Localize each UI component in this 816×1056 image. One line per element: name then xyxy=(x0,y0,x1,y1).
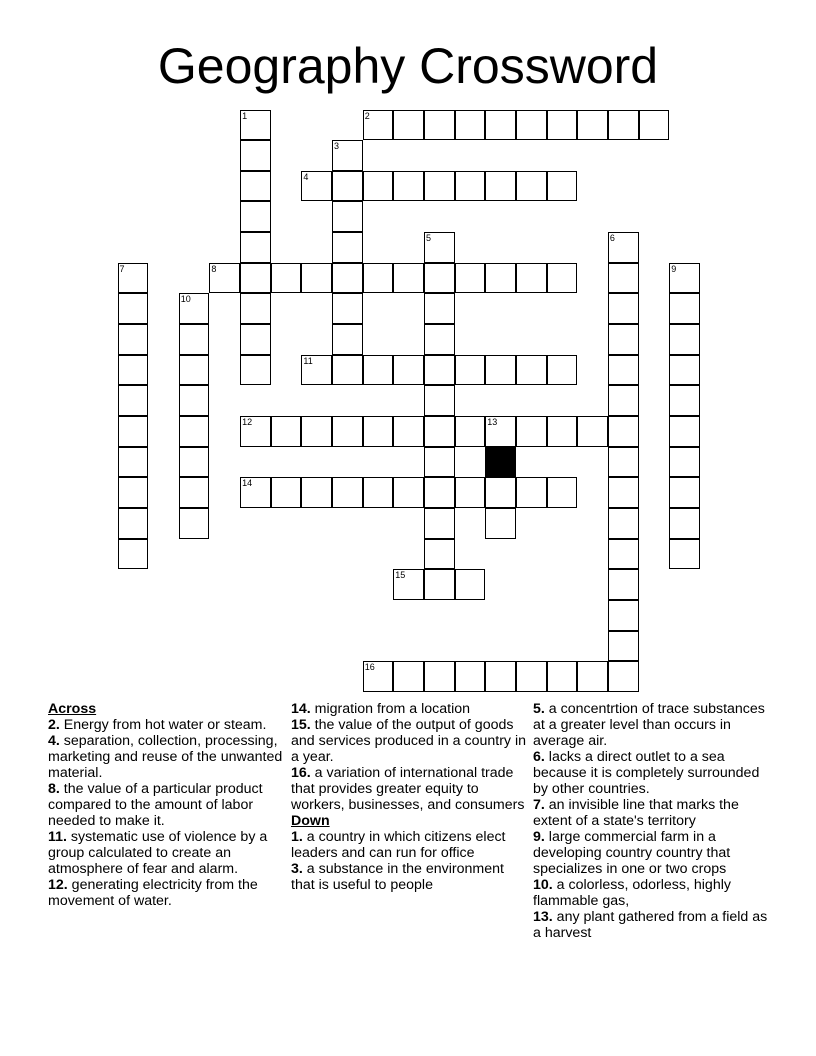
down-clues-list xyxy=(291,829,527,893)
grid-cell[interactable] xyxy=(363,110,394,141)
clue-item xyxy=(291,861,527,893)
grid-cell[interactable] xyxy=(301,355,332,386)
grid-cell[interactable] xyxy=(179,416,210,447)
clues-column-1 xyxy=(48,701,284,909)
grid-cell[interactable] xyxy=(118,416,149,447)
clue-number: 11 xyxy=(303,355,313,366)
grid-cell[interactable] xyxy=(332,232,363,263)
grid-cell[interactable] xyxy=(271,477,302,508)
clue-number: 15 xyxy=(395,570,406,581)
clue-item-text: a substance in the environment that is useful to people xyxy=(291,861,504,893)
clue-item-text: a colorless, odorless, highly flammable gas, xyxy=(533,877,731,909)
grid-cell[interactable] xyxy=(240,293,271,324)
clue-item xyxy=(48,781,284,829)
clue-item-text: separation, collection, processing, marketing and reuse of the unwanted material. xyxy=(48,733,283,781)
clue-number: 6 xyxy=(609,233,615,244)
grid-cell[interactable] xyxy=(240,263,271,294)
grid-cell[interactable] xyxy=(179,293,210,324)
clue-item-number: 8. xyxy=(48,781,60,797)
clue-item-number: 5. xyxy=(533,701,545,717)
across-clues-list xyxy=(48,717,284,909)
grid-cell[interactable] xyxy=(485,110,516,141)
grid-cell[interactable] xyxy=(516,171,547,202)
grid-cell[interactable] xyxy=(516,477,547,508)
clue-item-number: 12. xyxy=(48,877,68,893)
grid-cell[interactable] xyxy=(179,355,210,386)
grid-cell[interactable] xyxy=(547,263,578,294)
grid-cell[interactable] xyxy=(669,324,700,355)
grid-cell[interactable] xyxy=(547,477,578,508)
grid-cell[interactable] xyxy=(424,569,455,600)
grid-cell[interactable] xyxy=(393,416,424,447)
grid-cell[interactable] xyxy=(547,110,578,141)
clue-item-text: a variation of international trade that provides greater equity to workers, businesses, and consumers xyxy=(291,765,525,813)
clue-item xyxy=(48,877,284,909)
clue-item-number: 10. xyxy=(533,877,553,893)
grid-cell[interactable] xyxy=(363,477,394,508)
grid-cell[interactable] xyxy=(393,263,424,294)
grid-cell[interactable] xyxy=(240,355,271,386)
grid-cell[interactable] xyxy=(424,324,455,355)
clue-item xyxy=(533,909,769,941)
clue-number: 13 xyxy=(487,417,498,427)
grid-cell[interactable] xyxy=(608,355,639,386)
grid-cell[interactable] xyxy=(608,110,639,141)
across-clues-list-continued xyxy=(291,701,527,813)
grid-cell[interactable] xyxy=(393,171,424,202)
clue-item-text: Energy from hot water or steam. xyxy=(59,717,267,733)
across-header: Across xyxy=(48,701,97,717)
grid-cell[interactable] xyxy=(118,508,149,539)
grid-cell[interactable] xyxy=(179,477,210,508)
grid-cell[interactable] xyxy=(424,661,455,692)
grid-cell[interactable] xyxy=(669,293,700,324)
grid-cell[interactable] xyxy=(424,447,455,478)
grid-cell[interactable] xyxy=(424,508,455,539)
grid-cell[interactable] xyxy=(424,171,455,202)
clue-item-text: an invisible line that marks the extent of a state's territory xyxy=(533,797,739,829)
grid-cell[interactable] xyxy=(118,385,149,416)
grid-cell[interactable] xyxy=(332,293,363,324)
grid-cell[interactable] xyxy=(577,110,608,141)
grid-cell[interactable] xyxy=(485,661,516,692)
grid-cell[interactable] xyxy=(240,477,271,508)
clue-item-text: generating electricity from the movement of water. xyxy=(48,877,258,909)
clue-number: 16 xyxy=(364,662,375,673)
grid-cell[interactable] xyxy=(608,416,639,447)
grid-cell[interactable] xyxy=(608,232,639,263)
clue-item xyxy=(291,829,527,861)
grid-cell[interactable] xyxy=(669,385,700,416)
clue-item xyxy=(291,765,527,813)
down-clues-list-continued xyxy=(533,701,769,941)
grid-cell[interactable] xyxy=(608,293,639,324)
grid-cell[interactable] xyxy=(455,263,486,294)
grid-cell[interactable] xyxy=(332,324,363,355)
grid-cell[interactable] xyxy=(363,355,394,386)
grid-cell[interactable] xyxy=(608,539,639,570)
grid-cell[interactable] xyxy=(547,355,578,386)
grid-cell[interactable] xyxy=(424,110,455,141)
grid-cell[interactable] xyxy=(332,171,363,202)
grid-cell[interactable] xyxy=(669,416,700,447)
grid-cell[interactable] xyxy=(485,477,516,508)
grid-cell[interactable] xyxy=(301,263,332,294)
clue-item xyxy=(533,701,769,749)
grid-cell[interactable] xyxy=(608,263,639,294)
grid-cell[interactable] xyxy=(455,110,486,141)
clue-item-number: 6. xyxy=(533,749,545,765)
grid-cell[interactable] xyxy=(240,416,271,447)
clue-item-number: 2. xyxy=(48,717,60,733)
clue-item-number: 1. xyxy=(291,829,303,845)
grid-cell[interactable] xyxy=(179,385,210,416)
grid-cell[interactable] xyxy=(271,263,302,294)
clue-item-number: 13. xyxy=(533,909,553,925)
grid-cell[interactable] xyxy=(485,171,516,202)
clue-item-number: 16. xyxy=(291,765,311,781)
grid-cell[interactable] xyxy=(271,416,302,447)
grid-cell[interactable] xyxy=(455,477,486,508)
grid-cell[interactable] xyxy=(455,661,486,692)
clue-number: 14 xyxy=(242,478,253,489)
grid-cell[interactable] xyxy=(608,631,639,662)
clue-number: 8 xyxy=(211,263,217,274)
grid-cell[interactable] xyxy=(332,416,363,447)
grid-cell[interactable] xyxy=(669,508,700,539)
grid-cell[interactable] xyxy=(424,385,455,416)
grid-cell[interactable] xyxy=(301,416,332,447)
grid-cell[interactable] xyxy=(393,355,424,386)
grid-cell[interactable] xyxy=(547,416,578,447)
grid-cell[interactable] xyxy=(516,263,547,294)
clue-item xyxy=(291,717,527,765)
grid-cell[interactable] xyxy=(240,324,271,355)
grid-cell[interactable] xyxy=(455,355,486,386)
clue-item-text: large commercial farm in a developing country country that specializes in one or two crops xyxy=(533,829,731,877)
clue-item xyxy=(48,717,284,733)
page-title: Geography Crossword xyxy=(157,38,659,94)
grid-cell[interactable] xyxy=(577,661,608,692)
clues-column-2 xyxy=(291,701,527,893)
grid-cell[interactable] xyxy=(363,416,394,447)
grid-cell[interactable] xyxy=(608,324,639,355)
grid-cell[interactable] xyxy=(393,569,424,600)
grid-cell[interactable] xyxy=(577,416,608,447)
grid-cell[interactable] xyxy=(332,140,363,171)
clue-item-text: any plant gathered from a field as a harvest xyxy=(533,909,768,941)
clue-item xyxy=(533,877,769,909)
grid-cell[interactable] xyxy=(179,447,210,478)
clue-item-number: 11. xyxy=(48,829,67,845)
clue-item-text: the value of a particular product compared to the amount of labor needed to make it. xyxy=(48,781,263,829)
clue-number: 2 xyxy=(364,110,370,121)
grid-cell[interactable] xyxy=(547,661,578,692)
clue-number: 10 xyxy=(180,294,191,305)
grid-cell[interactable] xyxy=(332,355,363,386)
clue-number: 5 xyxy=(426,233,432,244)
grid-cell[interactable] xyxy=(669,263,700,294)
grid-cell[interactable] xyxy=(118,539,149,570)
clue-item-number: 4. xyxy=(48,733,60,749)
clue-number: 7 xyxy=(119,263,125,274)
grid-cell[interactable] xyxy=(179,508,210,539)
grid-cell[interactable] xyxy=(516,110,547,141)
clue-item-number: 14. xyxy=(291,701,311,717)
grid-cell[interactable] xyxy=(608,385,639,416)
grid-cell[interactable] xyxy=(608,661,639,692)
grid-cell[interactable] xyxy=(240,232,271,263)
grid-cell[interactable] xyxy=(118,447,149,478)
grid-cell[interactable] xyxy=(455,416,486,447)
grid-cell[interactable] xyxy=(393,661,424,692)
clue-item xyxy=(48,733,284,781)
grid-cell[interactable] xyxy=(332,477,363,508)
grid-cell[interactable] xyxy=(240,110,271,141)
grid-cell[interactable] xyxy=(669,447,700,478)
grid-cell[interactable] xyxy=(179,324,210,355)
grid-cell[interactable] xyxy=(118,355,149,386)
grid-cell[interactable] xyxy=(424,293,455,324)
grid-cell[interactable] xyxy=(485,416,516,447)
grid-cell[interactable] xyxy=(455,171,486,202)
grid-cell[interactable] xyxy=(424,232,455,263)
grid-cell[interactable] xyxy=(363,661,394,692)
grid-cell[interactable] xyxy=(485,355,516,386)
clue-item-text: a concentrtion of trace substances at a greater level than occurs in average air. xyxy=(533,701,765,749)
grid-cell[interactable] xyxy=(424,477,455,508)
grid-cell[interactable] xyxy=(516,355,547,386)
grid-cell[interactable] xyxy=(240,201,271,232)
grid-cell[interactable] xyxy=(363,171,394,202)
clue-item-text: the value of the output of goods and services produced in a country in a year. xyxy=(291,717,527,765)
grid-cell[interactable] xyxy=(118,293,149,324)
grid-cell[interactable] xyxy=(608,477,639,508)
clue-item-number: 9. xyxy=(533,829,545,845)
clue-item xyxy=(533,829,769,877)
grid-cell[interactable] xyxy=(118,477,149,508)
clue-item xyxy=(48,829,284,877)
clue-item-text: lacks a direct outlet to a sea because it is completely surrounded by other countries. xyxy=(533,749,760,797)
grid-cell[interactable] xyxy=(393,110,424,141)
grid-cell[interactable] xyxy=(669,477,700,508)
grid-cell[interactable] xyxy=(363,263,394,294)
grid-cell[interactable] xyxy=(608,569,639,600)
clue-number: 1 xyxy=(242,110,248,121)
grid-cell[interactable] xyxy=(424,416,455,447)
clue-item-number: 3. xyxy=(291,861,303,877)
grid-cell[interactable] xyxy=(608,508,639,539)
grid-cell[interactable] xyxy=(608,600,639,631)
clue-item xyxy=(291,701,527,717)
grid-cell[interactable] xyxy=(485,508,516,539)
grid-cell[interactable] xyxy=(332,263,363,294)
grid-cell[interactable] xyxy=(240,140,271,171)
clue-item-text: systematic use of violence by a group calculated to create an atmosphere of fear and alarm. xyxy=(48,829,268,877)
clue-item-text: migration from a location xyxy=(310,701,471,717)
clue-item xyxy=(533,749,769,797)
grid-cell[interactable] xyxy=(209,263,240,294)
grid-black-cell xyxy=(485,447,516,478)
grid-cell[interactable] xyxy=(332,201,363,232)
grid-cell[interactable] xyxy=(118,263,149,294)
down-header: Down xyxy=(291,813,330,829)
grid-cell[interactable] xyxy=(516,661,547,692)
grid-cell[interactable] xyxy=(424,355,455,386)
grid-cell[interactable] xyxy=(608,447,639,478)
grid-cell[interactable] xyxy=(455,569,486,600)
clue-number: 9 xyxy=(671,263,677,274)
clue-number: 3 xyxy=(334,141,340,152)
grid-cell[interactable] xyxy=(424,539,455,570)
grid-cell[interactable] xyxy=(301,477,332,508)
grid-cell[interactable] xyxy=(669,539,700,570)
clue-item xyxy=(533,797,769,829)
grid-cell[interactable] xyxy=(639,110,670,141)
clue-number: 12 xyxy=(242,417,253,427)
clue-item-number: 15. xyxy=(291,717,311,733)
clues-column-3 xyxy=(533,701,769,941)
grid-cell[interactable] xyxy=(393,477,424,508)
grid-cell[interactable] xyxy=(424,263,455,294)
grid-cell[interactable] xyxy=(547,171,578,202)
grid-cell[interactable] xyxy=(669,355,700,386)
grid-cell[interactable] xyxy=(516,416,547,447)
clue-item-number: 7. xyxy=(533,797,545,813)
clue-item-text: a country in which citizens elect leaders and can run for office xyxy=(291,829,506,861)
grid-cell[interactable] xyxy=(485,263,516,294)
grid-cell[interactable] xyxy=(118,324,149,355)
clue-number: 4 xyxy=(303,171,309,182)
grid-cell[interactable] xyxy=(240,171,271,202)
grid-cell[interactable] xyxy=(301,171,332,202)
